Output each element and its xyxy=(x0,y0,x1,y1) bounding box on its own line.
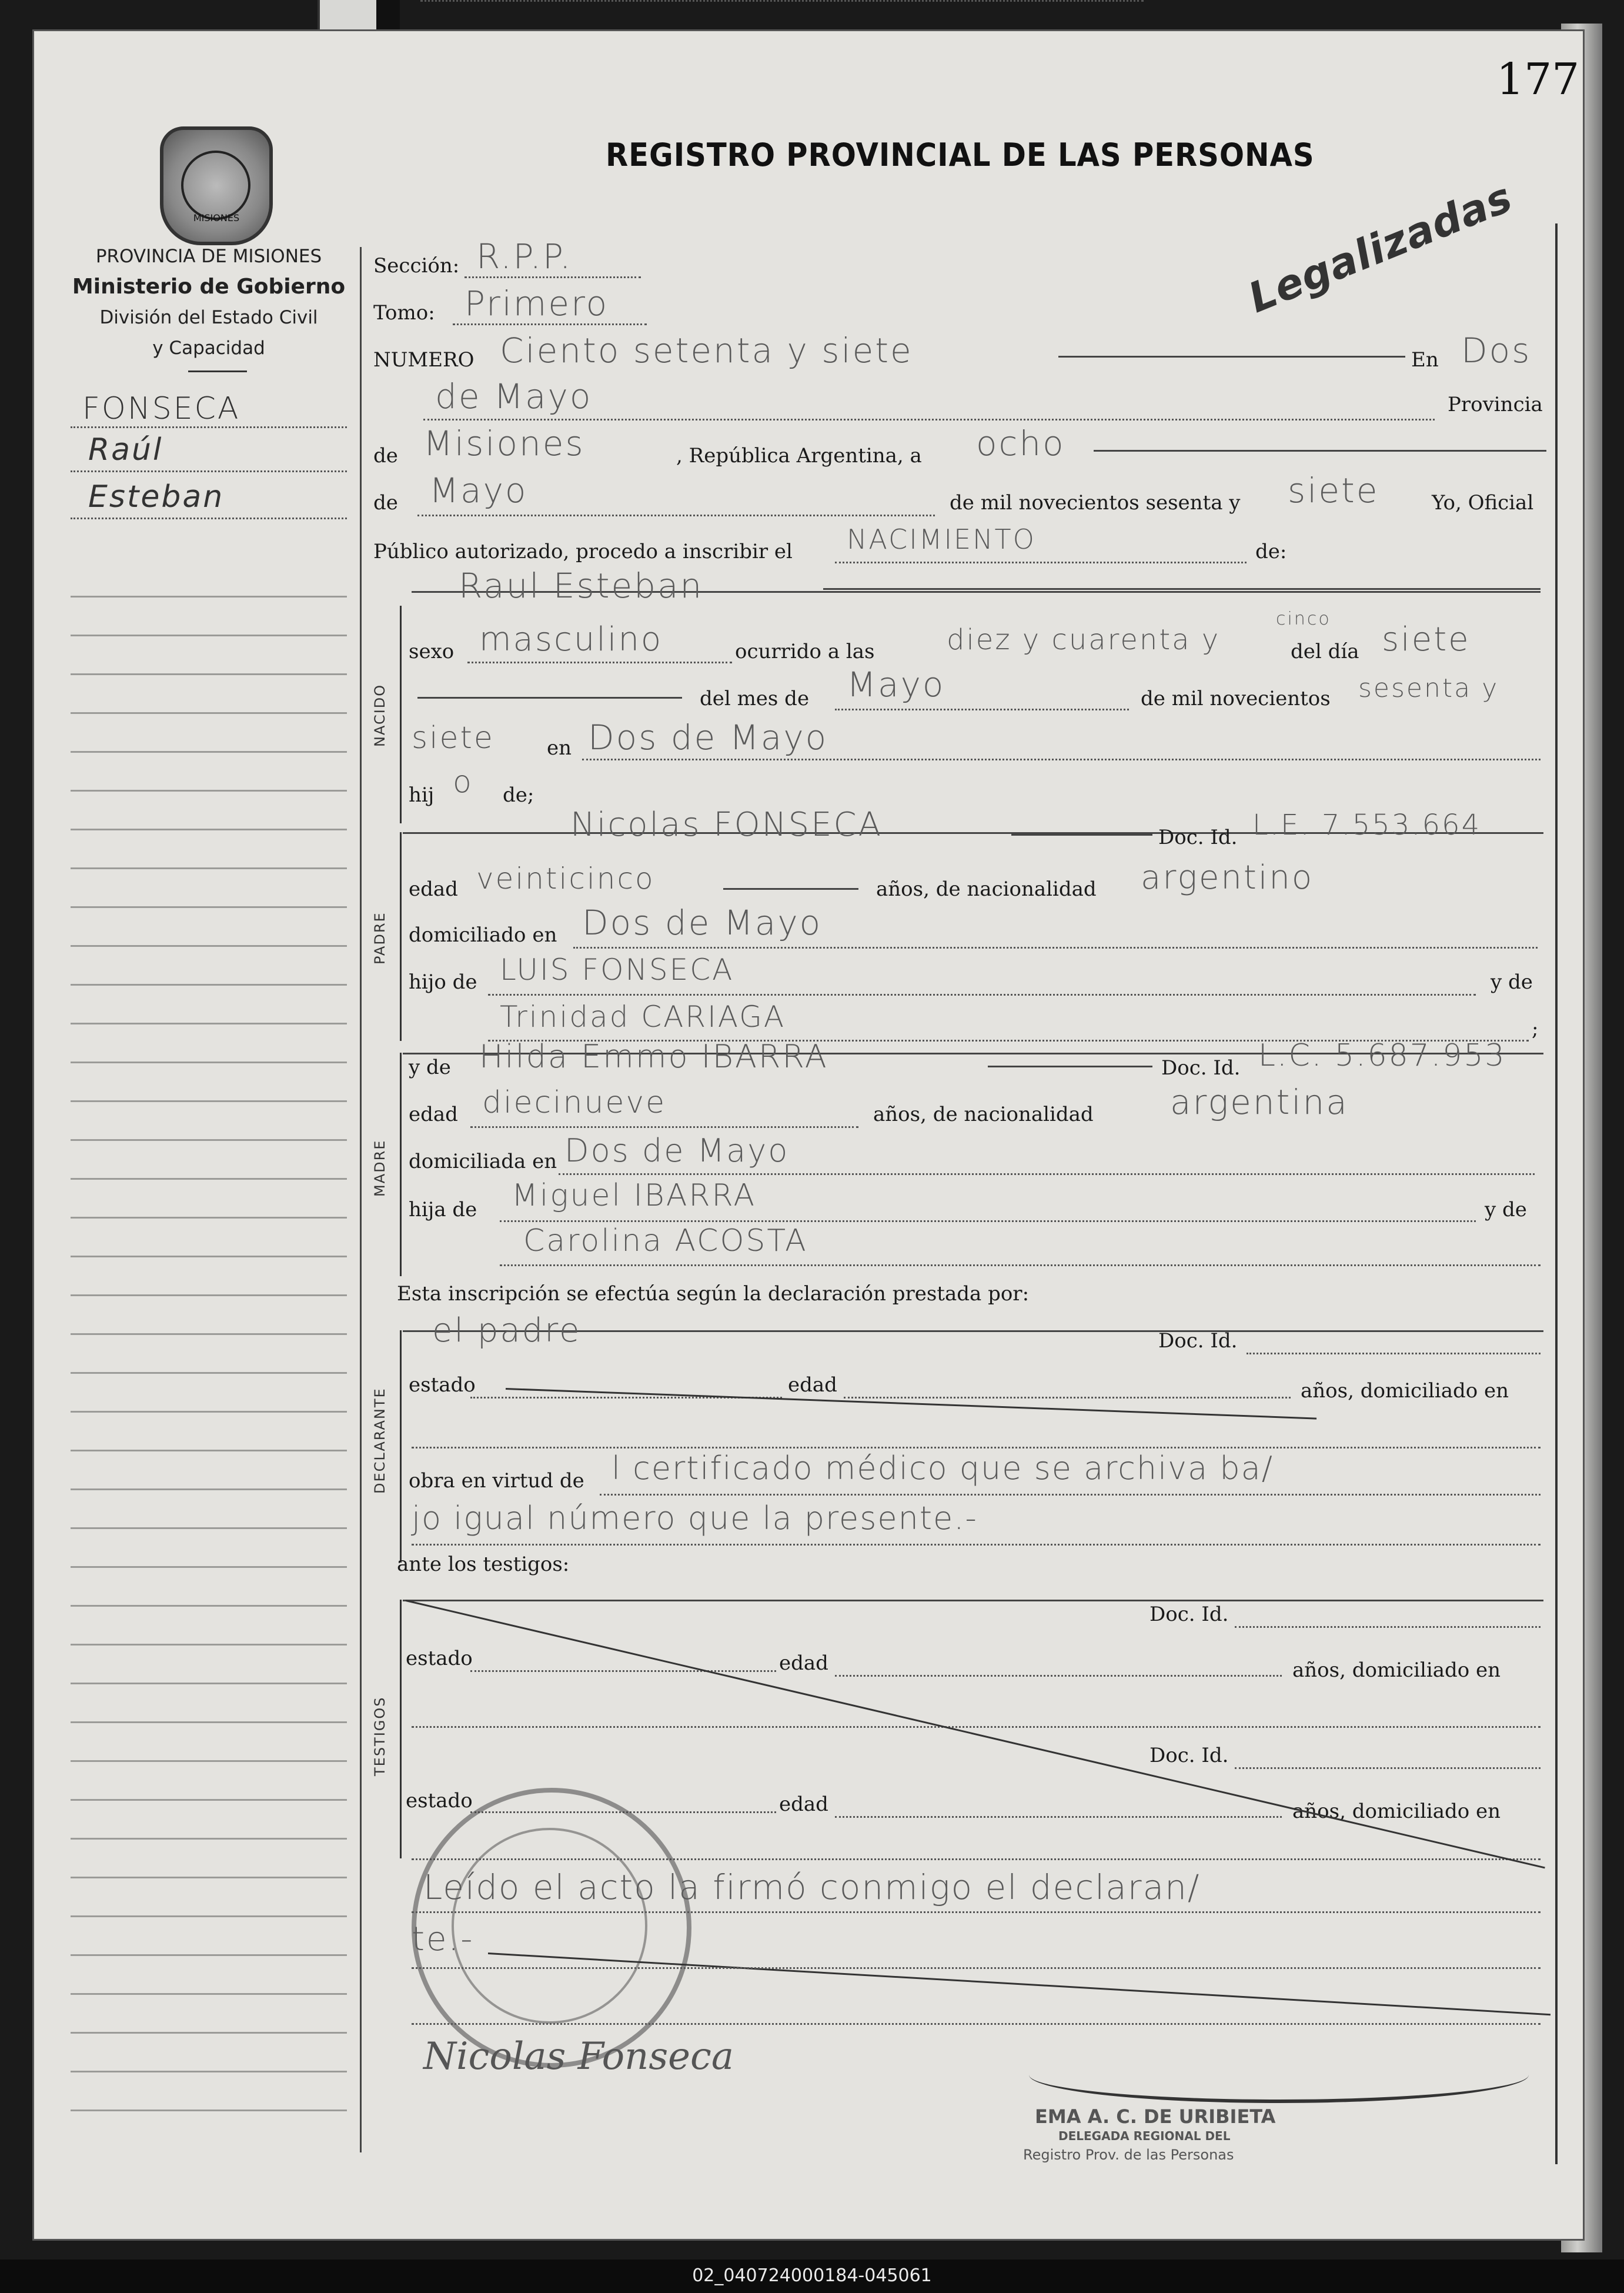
value-padre-nac: argentino xyxy=(1141,859,1314,897)
label-testigo1-estado: estado xyxy=(406,1647,473,1670)
declarante-signature: Nicolas Fonseca xyxy=(423,2035,734,2078)
label-en-lugar: en xyxy=(547,736,572,760)
value-madre-nombre: Hilda Emmo IBARRA xyxy=(479,1038,828,1075)
value-lugar: Dos de Mayo xyxy=(588,717,828,757)
value-provincia: Misiones xyxy=(423,423,585,463)
office-province: PROVINCIA DE MISIONES xyxy=(95,246,322,267)
right-border-line xyxy=(1555,223,1558,2164)
margin-line-3 xyxy=(71,518,347,519)
margin-note-legalizadas: Legalizadas xyxy=(1241,172,1519,323)
madre-bracket xyxy=(400,1053,402,1276)
value-anio-2: siete xyxy=(412,720,494,756)
label-padre-semicolon: ; xyxy=(1532,1017,1539,1041)
line-madre-nombre xyxy=(988,1066,1152,1067)
official-name: EMA A. C. DE URIBIETA xyxy=(1035,2105,1276,2128)
value-obra-2: jo igual número que la presente.- xyxy=(412,1500,978,1537)
line-testigo1-doc xyxy=(1235,1626,1541,1628)
label-padre-edad: edad xyxy=(409,877,458,901)
line-obra-2 xyxy=(412,1544,1541,1546)
line-testigo1-row3 xyxy=(412,1726,1541,1728)
line-localidad xyxy=(423,419,1435,420)
line-mes xyxy=(835,709,1129,710)
line-seccion xyxy=(465,276,641,278)
line-declarante-edad xyxy=(844,1397,1291,1399)
line-mes-acta xyxy=(417,515,935,516)
value-en: Dos xyxy=(1461,331,1532,371)
stamp-inner-ring xyxy=(452,1828,647,2024)
value-hora-extra: cinco xyxy=(1276,609,1331,629)
margin-first-name: Raúl xyxy=(88,432,163,468)
line-nombre xyxy=(823,588,1541,590)
label-hij: hij xyxy=(409,783,435,807)
label-declarante-doc: Doc. Id. xyxy=(1158,1329,1238,1353)
label-padre-hijo-de: hijo de xyxy=(409,970,477,994)
label-declarante-edad: edad xyxy=(788,1373,837,1397)
value-hij: o xyxy=(453,765,473,800)
value-madre-edad: diecinueve xyxy=(482,1085,667,1120)
office-capacidad: y Capacidad xyxy=(152,338,265,359)
value-anio-acta: siete xyxy=(1288,470,1379,510)
page-number: 177 xyxy=(1496,54,1580,105)
value-seccion: R.P.P. xyxy=(476,236,573,276)
section-madre: MADRE xyxy=(372,1139,388,1197)
line-padre-edad xyxy=(723,888,858,890)
label-padre-y-de: y de xyxy=(1491,970,1533,994)
line-cierre-1 xyxy=(412,1911,1541,1913)
value-padre-hijo-de: LUIS FONSECA xyxy=(500,953,734,987)
line-declarante xyxy=(420,0,1144,2)
value-madre-doc: L.C. 5.687.953 xyxy=(1258,1038,1506,1073)
value-localidad: de Mayo xyxy=(435,376,593,416)
label-de-colon: de: xyxy=(1255,540,1287,563)
label-del-mes: del mes de xyxy=(700,687,810,710)
margin-line-1 xyxy=(71,426,347,428)
value-nombre: Raul Esteban xyxy=(459,566,704,606)
seal-text: MISIONES xyxy=(193,212,240,223)
value-padre-nombre: Nicolas FONSECA xyxy=(570,806,883,844)
label-padre-anios: años, de nacionalidad xyxy=(876,877,1097,901)
line-testigo1-estado xyxy=(470,1670,776,1672)
value-madre-y-de: Carolina ACOSTA xyxy=(523,1223,808,1259)
label-madre-dom: domiciliada en xyxy=(409,1150,557,1173)
value-numero: Ciento setenta y siete xyxy=(500,331,913,371)
line-padre-nombre xyxy=(1011,834,1152,836)
label-madre-doc: Doc. Id. xyxy=(1161,1056,1241,1080)
value-madre-hija-de: Miguel IBARRA xyxy=(512,1178,757,1213)
value-padre-dom: Dos de Mayo xyxy=(582,903,823,943)
official-signature-icon xyxy=(1029,2047,1529,2103)
label-madre-edad: edad xyxy=(409,1103,458,1126)
line-madre-hija-de xyxy=(500,1220,1476,1222)
label-padre-dom: domiciliado en xyxy=(409,923,557,947)
testigos-bracket xyxy=(400,1600,402,1858)
label-de-2: de xyxy=(373,491,398,515)
line-numero xyxy=(1058,356,1405,358)
margin-surname: FONSECA xyxy=(82,391,240,426)
label-padre-doc: Doc. Id. xyxy=(1158,826,1238,849)
value-madre-dom: Dos de Mayo xyxy=(564,1132,790,1169)
label-testigo1-anios: años, domiciliado en xyxy=(1292,1658,1501,1682)
line-testigo1-edad xyxy=(835,1675,1282,1677)
line-cierre-2 xyxy=(412,1967,1541,1969)
document-title: REGISTRO PROVINCIAL DE LAS PERSONAS xyxy=(606,136,1315,173)
value-anio-1: sesenta y xyxy=(1358,673,1499,703)
label-de-1: de xyxy=(373,444,398,468)
label-seccion: Sección: xyxy=(373,254,460,278)
label-declarante-anios: años, domiciliado en xyxy=(1301,1379,1509,1403)
label-del-dia: del día xyxy=(1291,640,1359,663)
line-testigo2-doc xyxy=(1235,1767,1541,1769)
line-padre-dom xyxy=(573,947,1538,949)
line-nac-row2 xyxy=(417,697,682,699)
section-testigos: TESTIGOS xyxy=(372,1696,388,1776)
label-ocurrido: ocurrido a las xyxy=(735,640,875,663)
label-testigo1-doc: Doc. Id. xyxy=(1150,1603,1229,1626)
label-numero: NUMERO xyxy=(373,348,474,372)
section-padre: PADRE xyxy=(372,912,388,964)
label-provincia: Provincia xyxy=(1448,393,1543,416)
label-madre-hija-de: hija de xyxy=(409,1198,477,1221)
section-nacido: NACIDO xyxy=(372,683,388,747)
value-declarante: el padre xyxy=(432,1311,582,1350)
label-sexo: sexo xyxy=(409,640,455,663)
label-testigo2-estado: estado xyxy=(406,1789,473,1813)
line-padre-hijo-de xyxy=(488,994,1476,996)
label-declaracion: Esta inscripción se efectúa según la declaración prestada por: xyxy=(397,1282,1030,1306)
value-cierre-2: te.- xyxy=(412,1920,474,1958)
label-testigo2-anios: años, domiciliado en xyxy=(1292,1800,1501,1823)
line-madre-edad xyxy=(470,1126,858,1128)
line-madre-y-de xyxy=(500,1264,1541,1266)
office-division: División del Estado Civil xyxy=(99,307,318,328)
footer-file-id: 02_040724000184-045061 xyxy=(692,2265,932,2286)
value-inscripcion: NACIMIENTO xyxy=(847,523,1036,555)
padre-bracket xyxy=(400,832,402,1041)
line-cierre-3 xyxy=(412,2023,1541,2025)
value-dia-acta: ocho xyxy=(976,423,1065,463)
label-ante-testigos: ante los testigos: xyxy=(397,1553,570,1576)
label-madre-y-de-2: y de xyxy=(1485,1198,1527,1221)
label-testigo2-doc: Doc. Id. xyxy=(1150,1744,1229,1767)
testigos-top-rule xyxy=(403,1600,1543,1601)
province-seal-icon xyxy=(160,126,273,245)
value-dia: siete xyxy=(1382,620,1471,659)
line-declarante-row3 xyxy=(412,1447,1541,1448)
line-obra-1 xyxy=(600,1494,1541,1496)
line-inscripcion xyxy=(835,562,1247,563)
office-header xyxy=(56,241,362,363)
nacido-bracket xyxy=(400,606,402,823)
line-lugar xyxy=(582,759,1541,760)
label-publico: Público autorizado, procedo a inscribir el xyxy=(373,540,793,563)
line-sexo xyxy=(467,662,732,663)
official-title: DELEGADA REGIONAL DEL xyxy=(1058,2129,1231,2143)
label-en: En xyxy=(1411,348,1439,372)
value-obra-1: l certificado médico que se archiva ba/ xyxy=(611,1450,1274,1487)
office-ministry: Ministerio de Gobierno xyxy=(72,275,346,299)
label-tomo: Tomo: xyxy=(373,301,435,325)
value-tomo: Primero xyxy=(465,283,609,323)
label-madre-y-de: y de xyxy=(409,1056,451,1079)
line-dia-acta xyxy=(1094,450,1546,452)
label-obra: obra en virtud de xyxy=(409,1469,584,1493)
margin-ruled-lines xyxy=(71,559,347,2135)
margin-line-2 xyxy=(71,470,347,472)
value-padre-edad: veinticinco xyxy=(476,862,655,896)
label-testigo2-edad: edad xyxy=(779,1793,828,1816)
margin-second-name: Esteban xyxy=(88,479,225,515)
value-mes: Mayo xyxy=(847,665,945,705)
label-republica: , República Argentina, a xyxy=(676,444,922,468)
line-testigo2-edad xyxy=(835,1816,1282,1818)
line-declarante-doc xyxy=(1247,1353,1541,1354)
value-padre-doc: L.E. 7.553.664 xyxy=(1252,809,1482,842)
seal-emblem xyxy=(181,151,250,220)
value-hora: diez y cuarenta y xyxy=(947,623,1221,656)
line-tomo xyxy=(453,323,647,325)
label-madre-anios: años, de nacionalidad xyxy=(873,1103,1094,1126)
label-de-mil: de mil novecientos sesenta y xyxy=(950,491,1241,515)
label-de-semicolon: de; xyxy=(503,783,534,807)
official-registry: Registro Prov. de las Personas xyxy=(1023,2147,1234,2163)
declarante-bracket xyxy=(400,1330,402,1563)
value-sexo: masculino xyxy=(479,620,663,659)
value-padre-y-de: Trinidad CARIAGA xyxy=(500,1000,786,1034)
margin-divider xyxy=(360,247,362,2152)
value-cierre-1: Leído el acto la firmó conmigo el declaran/ xyxy=(423,1867,1201,1907)
label-yo-oficial: Yo, Oficial xyxy=(1432,491,1534,515)
value-madre-nac: argentina xyxy=(1170,1082,1349,1122)
line-madre-dom xyxy=(559,1173,1535,1175)
value-mes-acta: Mayo xyxy=(429,470,528,510)
section-declarante: DECLARANTE xyxy=(372,1387,388,1494)
header-rule xyxy=(188,371,247,372)
label-testigo1-edad: edad xyxy=(779,1651,828,1675)
label-de-mil-nov: de mil novecientos xyxy=(1141,687,1331,710)
label-declarante-estado: estado xyxy=(409,1373,476,1397)
